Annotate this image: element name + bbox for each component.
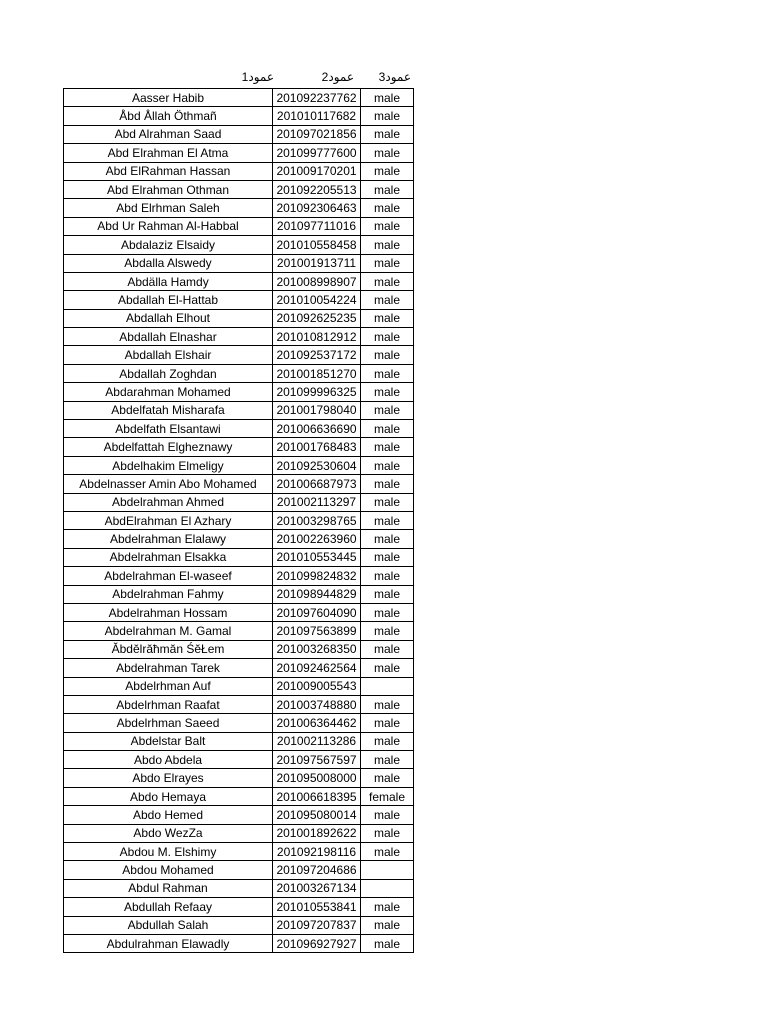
name-cell: Abdallah Elhout bbox=[64, 309, 273, 327]
gender-cell: male bbox=[361, 732, 414, 750]
gender-cell: male bbox=[361, 162, 414, 180]
id-cell: 201092537172 bbox=[273, 346, 361, 364]
name-cell: Abd ElRahman Hassan bbox=[64, 162, 273, 180]
table-row bbox=[64, 199, 414, 217]
table-row bbox=[64, 254, 414, 272]
gender-cell: male bbox=[361, 364, 414, 382]
id-cell: 201006364462 bbox=[273, 714, 361, 732]
gender-cell: male bbox=[361, 585, 414, 603]
name-cell: Abdallah Zoghdan bbox=[64, 364, 273, 382]
gender-cell bbox=[361, 861, 414, 879]
gender-cell: male bbox=[361, 217, 414, 235]
table-row bbox=[64, 806, 414, 824]
id-cell: 201092237762 bbox=[273, 89, 361, 107]
gender-cell: male bbox=[361, 934, 414, 952]
name-cell: Abdo Hemed bbox=[64, 806, 273, 824]
table-row bbox=[64, 548, 414, 566]
name-cell: Abdelrahman Tarek bbox=[64, 659, 273, 677]
id-cell: 201001851270 bbox=[273, 364, 361, 382]
table-row bbox=[64, 328, 414, 346]
column-header-row bbox=[63, 70, 412, 87]
gender-cell: male bbox=[361, 493, 414, 511]
id-cell: 201097204686 bbox=[273, 861, 361, 879]
data-table bbox=[63, 88, 414, 953]
id-cell: 201092306463 bbox=[273, 199, 361, 217]
id-cell: 201002263960 bbox=[273, 530, 361, 548]
name-cell: Ăbdĕlrăħmăn ŚĕŁem bbox=[64, 640, 273, 658]
name-cell: Abdullah Salah bbox=[64, 916, 273, 934]
table-row bbox=[64, 585, 414, 603]
id-cell: 201006636690 bbox=[273, 420, 361, 438]
id-cell: 201097021856 bbox=[273, 125, 361, 143]
name-cell: Abdelrahman El-waseef bbox=[64, 567, 273, 585]
id-cell: 201003267134 bbox=[273, 879, 361, 897]
gender-cell bbox=[361, 879, 414, 897]
id-cell: 201009005543 bbox=[273, 677, 361, 695]
name-cell: Abdalla Alswedy bbox=[64, 254, 273, 272]
table-row bbox=[64, 217, 414, 235]
table-row bbox=[64, 916, 414, 934]
id-cell: 201010558458 bbox=[273, 236, 361, 254]
table-row bbox=[64, 677, 414, 695]
name-cell: Abdullah Refaay bbox=[64, 898, 273, 916]
id-cell: 201099777600 bbox=[273, 144, 361, 162]
table-row bbox=[64, 622, 414, 640]
gender-cell: male bbox=[361, 144, 414, 162]
gender-cell: male bbox=[361, 751, 414, 769]
name-cell: Abdelstar Balt bbox=[64, 732, 273, 750]
id-cell: 201009170201 bbox=[273, 162, 361, 180]
name-cell: Abdallah Elnashar bbox=[64, 328, 273, 346]
name-cell: Abdelrhman Auf bbox=[64, 677, 273, 695]
table-row bbox=[64, 934, 414, 952]
name-cell: Abdo Elrayes bbox=[64, 769, 273, 787]
table-row bbox=[64, 236, 414, 254]
name-cell: Abdallah El-Hattab bbox=[64, 291, 273, 309]
id-cell: 201099996325 bbox=[273, 383, 361, 401]
gender-cell: male bbox=[361, 806, 414, 824]
name-cell: Abdelfattah Elgheznawy bbox=[64, 438, 273, 456]
id-cell: 201098944829 bbox=[273, 585, 361, 603]
name-cell: Abdelrhman Saeed bbox=[64, 714, 273, 732]
name-cell: Abdo Abdela bbox=[64, 751, 273, 769]
id-cell: 201001913711 bbox=[273, 254, 361, 272]
gender-cell: male bbox=[361, 824, 414, 842]
id-cell: 201010117682 bbox=[273, 107, 361, 125]
table-row bbox=[64, 861, 414, 879]
name-cell: AbdElrahman El Azhary bbox=[64, 511, 273, 529]
table-row bbox=[64, 383, 414, 401]
gender-cell: male bbox=[361, 383, 414, 401]
id-cell: 201092205513 bbox=[273, 180, 361, 198]
id-cell: 201003748880 bbox=[273, 695, 361, 713]
id-cell: 201092530604 bbox=[273, 456, 361, 474]
id-cell: 201010553445 bbox=[273, 548, 361, 566]
name-cell: Åbd Ållah Öthmañ bbox=[64, 107, 273, 125]
id-cell: 201092198116 bbox=[273, 843, 361, 861]
id-cell: 201008998907 bbox=[273, 272, 361, 290]
table-row bbox=[64, 401, 414, 419]
table-row bbox=[64, 309, 414, 327]
name-cell: Abd Ur Rahman Al-Habbal bbox=[64, 217, 273, 235]
table-row bbox=[64, 272, 414, 290]
gender-cell: male bbox=[361, 548, 414, 566]
name-cell: Abdou Mohamed bbox=[64, 861, 273, 879]
id-cell: 201010054224 bbox=[273, 291, 361, 309]
table-row bbox=[64, 879, 414, 897]
name-cell: Abdelrahman Elsakka bbox=[64, 548, 273, 566]
name-cell: Abdelfath Elsantawi bbox=[64, 420, 273, 438]
column-header-1: عمود1 bbox=[241, 70, 274, 84]
id-cell: 201097207837 bbox=[273, 916, 361, 934]
name-cell: Abd Elrhman Saleh bbox=[64, 199, 273, 217]
gender-cell: male bbox=[361, 309, 414, 327]
gender-cell: male bbox=[361, 843, 414, 861]
name-cell: Abdalaziz Elsaidy bbox=[64, 236, 273, 254]
gender-cell: male bbox=[361, 346, 414, 364]
gender-cell: female bbox=[361, 787, 414, 805]
gender-cell: male bbox=[361, 530, 414, 548]
name-cell: Abd Alrahman Saad bbox=[64, 125, 273, 143]
gender-cell: male bbox=[361, 622, 414, 640]
name-cell: Abdul Rahman bbox=[64, 879, 273, 897]
gender-cell: male bbox=[361, 236, 414, 254]
gender-cell: male bbox=[361, 695, 414, 713]
gender-cell: male bbox=[361, 438, 414, 456]
table-row bbox=[64, 475, 414, 493]
name-cell: Abdelrahman Hossam bbox=[64, 603, 273, 621]
table-row bbox=[64, 732, 414, 750]
table-row bbox=[64, 144, 414, 162]
name-cell: Abdelrhman Raafat bbox=[64, 695, 273, 713]
name-cell: Abd Elrahman El Atma bbox=[64, 144, 273, 162]
id-cell: 201001892622 bbox=[273, 824, 361, 842]
id-cell: 201001798040 bbox=[273, 401, 361, 419]
id-cell: 201006687973 bbox=[273, 475, 361, 493]
name-cell: Abdou M. Elshimy bbox=[64, 843, 273, 861]
gender-cell: male bbox=[361, 456, 414, 474]
table-row bbox=[64, 659, 414, 677]
id-cell: 201095008000 bbox=[273, 769, 361, 787]
name-cell: Abd Elrahman Othman bbox=[64, 180, 273, 198]
gender-cell: male bbox=[361, 769, 414, 787]
table-row bbox=[64, 291, 414, 309]
table-row bbox=[64, 769, 414, 787]
name-cell: Abdarahman Mohamed bbox=[64, 383, 273, 401]
gender-cell: male bbox=[361, 291, 414, 309]
table-row bbox=[64, 180, 414, 198]
id-cell: 201092462564 bbox=[273, 659, 361, 677]
table-row bbox=[64, 420, 414, 438]
table-row bbox=[64, 843, 414, 861]
name-cell: Abdallah Elshair bbox=[64, 346, 273, 364]
gender-cell: male bbox=[361, 659, 414, 677]
id-cell: 201003268350 bbox=[273, 640, 361, 658]
id-cell: 201002113297 bbox=[273, 493, 361, 511]
name-cell: Abdälla Hamdy bbox=[64, 272, 273, 290]
id-cell: 201010812912 bbox=[273, 328, 361, 346]
id-cell: 201001768483 bbox=[273, 438, 361, 456]
table-row bbox=[64, 695, 414, 713]
name-cell: Abdelrahman Ahmed bbox=[64, 493, 273, 511]
table-body bbox=[64, 89, 414, 953]
id-cell: 201099824832 bbox=[273, 567, 361, 585]
id-cell: 201010553841 bbox=[273, 898, 361, 916]
table-row bbox=[64, 364, 414, 382]
name-cell: Abdulrahman Elawadly bbox=[64, 934, 273, 952]
gender-cell: male bbox=[361, 640, 414, 658]
table-row bbox=[64, 567, 414, 585]
name-cell: Abdelrahman Elalawy bbox=[64, 530, 273, 548]
table-row bbox=[64, 346, 414, 364]
id-cell: 201003298765 bbox=[273, 511, 361, 529]
table-row bbox=[64, 162, 414, 180]
name-cell: Abdelnasser Amin Abo Mohamed bbox=[64, 475, 273, 493]
table-row bbox=[64, 824, 414, 842]
id-cell: 201002113286 bbox=[273, 732, 361, 750]
table-row bbox=[64, 438, 414, 456]
id-cell: 201006618395 bbox=[273, 787, 361, 805]
table-row bbox=[64, 107, 414, 125]
name-cell: Abdelrahman M. Gamal bbox=[64, 622, 273, 640]
table-row bbox=[64, 898, 414, 916]
gender-cell: male bbox=[361, 475, 414, 493]
table-row bbox=[64, 125, 414, 143]
id-cell: 201092625235 bbox=[273, 309, 361, 327]
gender-cell: male bbox=[361, 916, 414, 934]
gender-cell: male bbox=[361, 603, 414, 621]
table-row bbox=[64, 640, 414, 658]
table-row bbox=[64, 511, 414, 529]
column-header-3: عمود3 bbox=[378, 70, 411, 84]
name-cell: Abdo Hemaya bbox=[64, 787, 273, 805]
id-cell: 201097563899 bbox=[273, 622, 361, 640]
gender-cell: male bbox=[361, 272, 414, 290]
name-cell: Abdo WezZa bbox=[64, 824, 273, 842]
gender-cell: male bbox=[361, 107, 414, 125]
column-header-2: عمود2 bbox=[321, 70, 354, 84]
gender-cell: male bbox=[361, 199, 414, 217]
name-cell: Abdelrahman Fahmy bbox=[64, 585, 273, 603]
table-row bbox=[64, 89, 414, 107]
gender-cell: male bbox=[361, 125, 414, 143]
gender-cell: male bbox=[361, 898, 414, 916]
table-row bbox=[64, 530, 414, 548]
table-row bbox=[64, 751, 414, 769]
table-row bbox=[64, 787, 414, 805]
id-cell: 201095080014 bbox=[273, 806, 361, 824]
id-cell: 201096927927 bbox=[273, 934, 361, 952]
table-row bbox=[64, 456, 414, 474]
name-cell: Aasser Habib bbox=[64, 89, 273, 107]
gender-cell: male bbox=[361, 420, 414, 438]
table-row bbox=[64, 493, 414, 511]
table-row bbox=[64, 714, 414, 732]
gender-cell: male bbox=[361, 180, 414, 198]
table-row bbox=[64, 603, 414, 621]
id-cell: 201097567597 bbox=[273, 751, 361, 769]
gender-cell: male bbox=[361, 401, 414, 419]
name-cell: Abdelfatah Misharafa bbox=[64, 401, 273, 419]
gender-cell: male bbox=[361, 89, 414, 107]
gender-cell: male bbox=[361, 567, 414, 585]
gender-cell: male bbox=[361, 714, 414, 732]
gender-cell: male bbox=[361, 328, 414, 346]
id-cell: 201097604090 bbox=[273, 603, 361, 621]
id-cell: 201097711016 bbox=[273, 217, 361, 235]
gender-cell bbox=[361, 677, 414, 695]
gender-cell: male bbox=[361, 511, 414, 529]
gender-cell: male bbox=[361, 254, 414, 272]
name-cell: Abdelhakim Elmeligy bbox=[64, 456, 273, 474]
